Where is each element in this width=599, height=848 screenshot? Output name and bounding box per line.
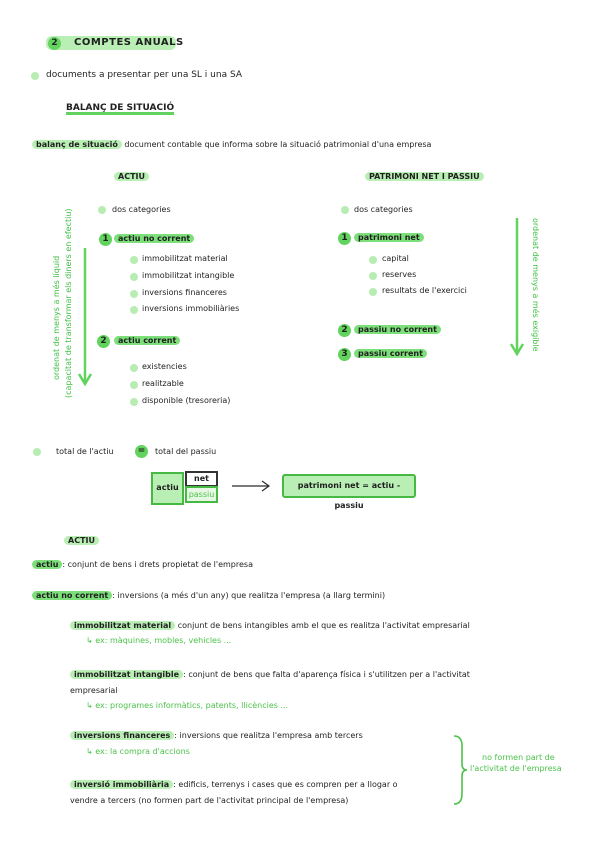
balance-definition	[32, 140, 431, 149]
item-text: : inversions que realitza l'empresa amb tercers	[174, 731, 363, 740]
passiu-box-label: passiu	[188, 490, 215, 499]
actiu-g1-item: immobilitzat material	[142, 254, 228, 263]
bullet-dot	[31, 72, 39, 80]
actiu-no-corrent-term: actiu no corrent	[32, 591, 112, 600]
bullet-dot	[33, 448, 41, 456]
example-text: ex: programes informàtics, patents, llicències ...	[95, 701, 289, 710]
net-box-label: net	[194, 474, 209, 483]
item-text: conjunt de bens intangibles amb el que es realitza l'activitat empresarial	[175, 621, 470, 630]
brace-note-2: l'activitat de l'empresa	[470, 764, 562, 773]
item-immobilitzat-intangible	[70, 670, 470, 679]
example-text: ex: la compra d'accions	[95, 747, 190, 756]
item-inversio-immobiliaria	[70, 780, 398, 789]
bullet-dot	[98, 206, 106, 214]
bullet-dot	[369, 256, 377, 264]
item-text-line2: vendre a tercers (no formen part de l'activitat principal de l'empresa)	[70, 796, 349, 805]
actiu-categories: dos categories	[112, 205, 171, 214]
actiu-def	[32, 560, 253, 569]
bullet-dot	[130, 306, 138, 314]
passiu-group1-num: 1	[338, 232, 351, 245]
item-inversions-financeres	[70, 731, 363, 740]
down-arrow-icon	[78, 248, 92, 388]
passiu-group3-num: 3	[338, 348, 351, 361]
actiu-group2-label: actiu corrent	[114, 336, 180, 345]
passiu-box	[185, 486, 218, 503]
bullet-dot	[130, 256, 138, 264]
bullet-dot	[130, 364, 138, 372]
actiu-box-label: actiu	[156, 483, 179, 492]
actiu-side-note-1: ordenat de menys a més líquid	[52, 255, 61, 380]
actiu-side-note-2: (capacitat de transformar els diners en efectiu)	[64, 208, 73, 398]
actiu-g1-item: inversions immobiliàries	[142, 304, 240, 313]
passiu-group2-label: passiu no corrent	[354, 325, 441, 334]
bullet-dot	[130, 273, 138, 281]
balance-def-text: document contable que informa sobre la situació patrimonial d'una empresa	[124, 140, 432, 149]
bullet-dot	[341, 206, 349, 214]
actiu-box	[151, 472, 184, 505]
equals-icon: =	[135, 445, 148, 458]
down-arrow-icon	[510, 218, 524, 358]
example-text: ex: màquines, mobles, vehicles ...	[95, 636, 232, 645]
right-brace-icon	[452, 734, 468, 806]
equation-right: total del passiu	[155, 447, 217, 456]
item-term: inversió immobiliària	[70, 780, 173, 789]
balance-term: balanç de situació	[32, 140, 122, 149]
bullet-dot	[369, 272, 377, 280]
example-financeres: ↳ ex: la compra d'accions	[86, 747, 190, 756]
passiu-group1-label: patrimoni net	[354, 233, 424, 242]
net-box	[185, 471, 218, 487]
item-term: immobilitzat intangible	[70, 670, 183, 679]
item-term: immobilitzat material	[70, 621, 175, 630]
brace-note-1: no formen part de	[482, 753, 555, 762]
actiu-group1-label: actiu no corrent	[114, 234, 194, 243]
intro-text: documents a presentar per una SL i una SA	[46, 70, 242, 80]
actiu-section-heading: ACTIU	[64, 536, 99, 545]
right-arrow-icon	[232, 480, 272, 492]
actiu-no-corrent-text: : inversions (a més d'un any) que realitza l'empresa (a llarg termini)	[112, 591, 386, 600]
actiu-term: actiu	[32, 560, 62, 569]
item-text-line2: empresarial	[70, 686, 118, 695]
item-text: : conjunt de bens que falta d'aparença física i s'utilitzen per a l'activitat	[183, 670, 470, 679]
item-text: : edificis, terrenys i cases que es compren per a llogar o	[173, 780, 398, 789]
actiu-header: ACTIU	[114, 172, 149, 181]
formula-text: patrimoni net = actiu - passiu	[297, 481, 401, 510]
passiu-categories: dos categories	[354, 205, 413, 214]
actiu-g1-item: inversions financeres	[142, 288, 227, 297]
actiu-g2-item: realitzable	[142, 379, 184, 388]
section-number: 2	[48, 37, 61, 50]
example-material: ↳ ex: màquines, mobles, vehicles ...	[86, 636, 232, 645]
section-title: COMPTES ANUALS	[74, 37, 184, 48]
example-intangible: ↳ ex: programes informàtics, patents, llicències ...	[86, 701, 289, 710]
passiu-g1-item: capital	[382, 254, 409, 263]
bullet-dot	[130, 290, 138, 298]
balance-heading: BALANÇ DE SITUACIÓ	[66, 103, 175, 113]
bullet-dot	[130, 381, 138, 389]
item-immobilitzat-material	[70, 621, 470, 630]
passiu-side-note: ordenat de menys a més exigible	[531, 218, 540, 352]
item-term: inversions financeres	[70, 731, 174, 740]
passiu-group3-label: passiu corrent	[354, 349, 427, 358]
formula-box	[282, 474, 416, 510]
equation-left: total de l'actiu	[56, 447, 114, 456]
actiu-group2-num: 2	[97, 335, 110, 348]
passiu-g1-item: resultats de l'exercici	[382, 286, 467, 295]
bullet-dot	[130, 398, 138, 406]
actiu-group1-num: 1	[99, 233, 112, 246]
actiu-no-corrent-def	[32, 591, 385, 600]
bullet-dot	[369, 288, 377, 296]
passiu-group2-num: 2	[338, 324, 351, 337]
actiu-g2-item: existencies	[142, 362, 187, 371]
actiu-def-text: : conjunt de bens i drets propietat de l'empresa	[62, 560, 253, 569]
passiu-g1-item: reserves	[382, 270, 417, 279]
passiu-header: PATRIMONI NET I PASSIU	[365, 172, 484, 181]
actiu-g2-item: disponible (tresoreria)	[142, 396, 231, 405]
actiu-g1-item: immobilitzat intangible	[142, 271, 235, 280]
